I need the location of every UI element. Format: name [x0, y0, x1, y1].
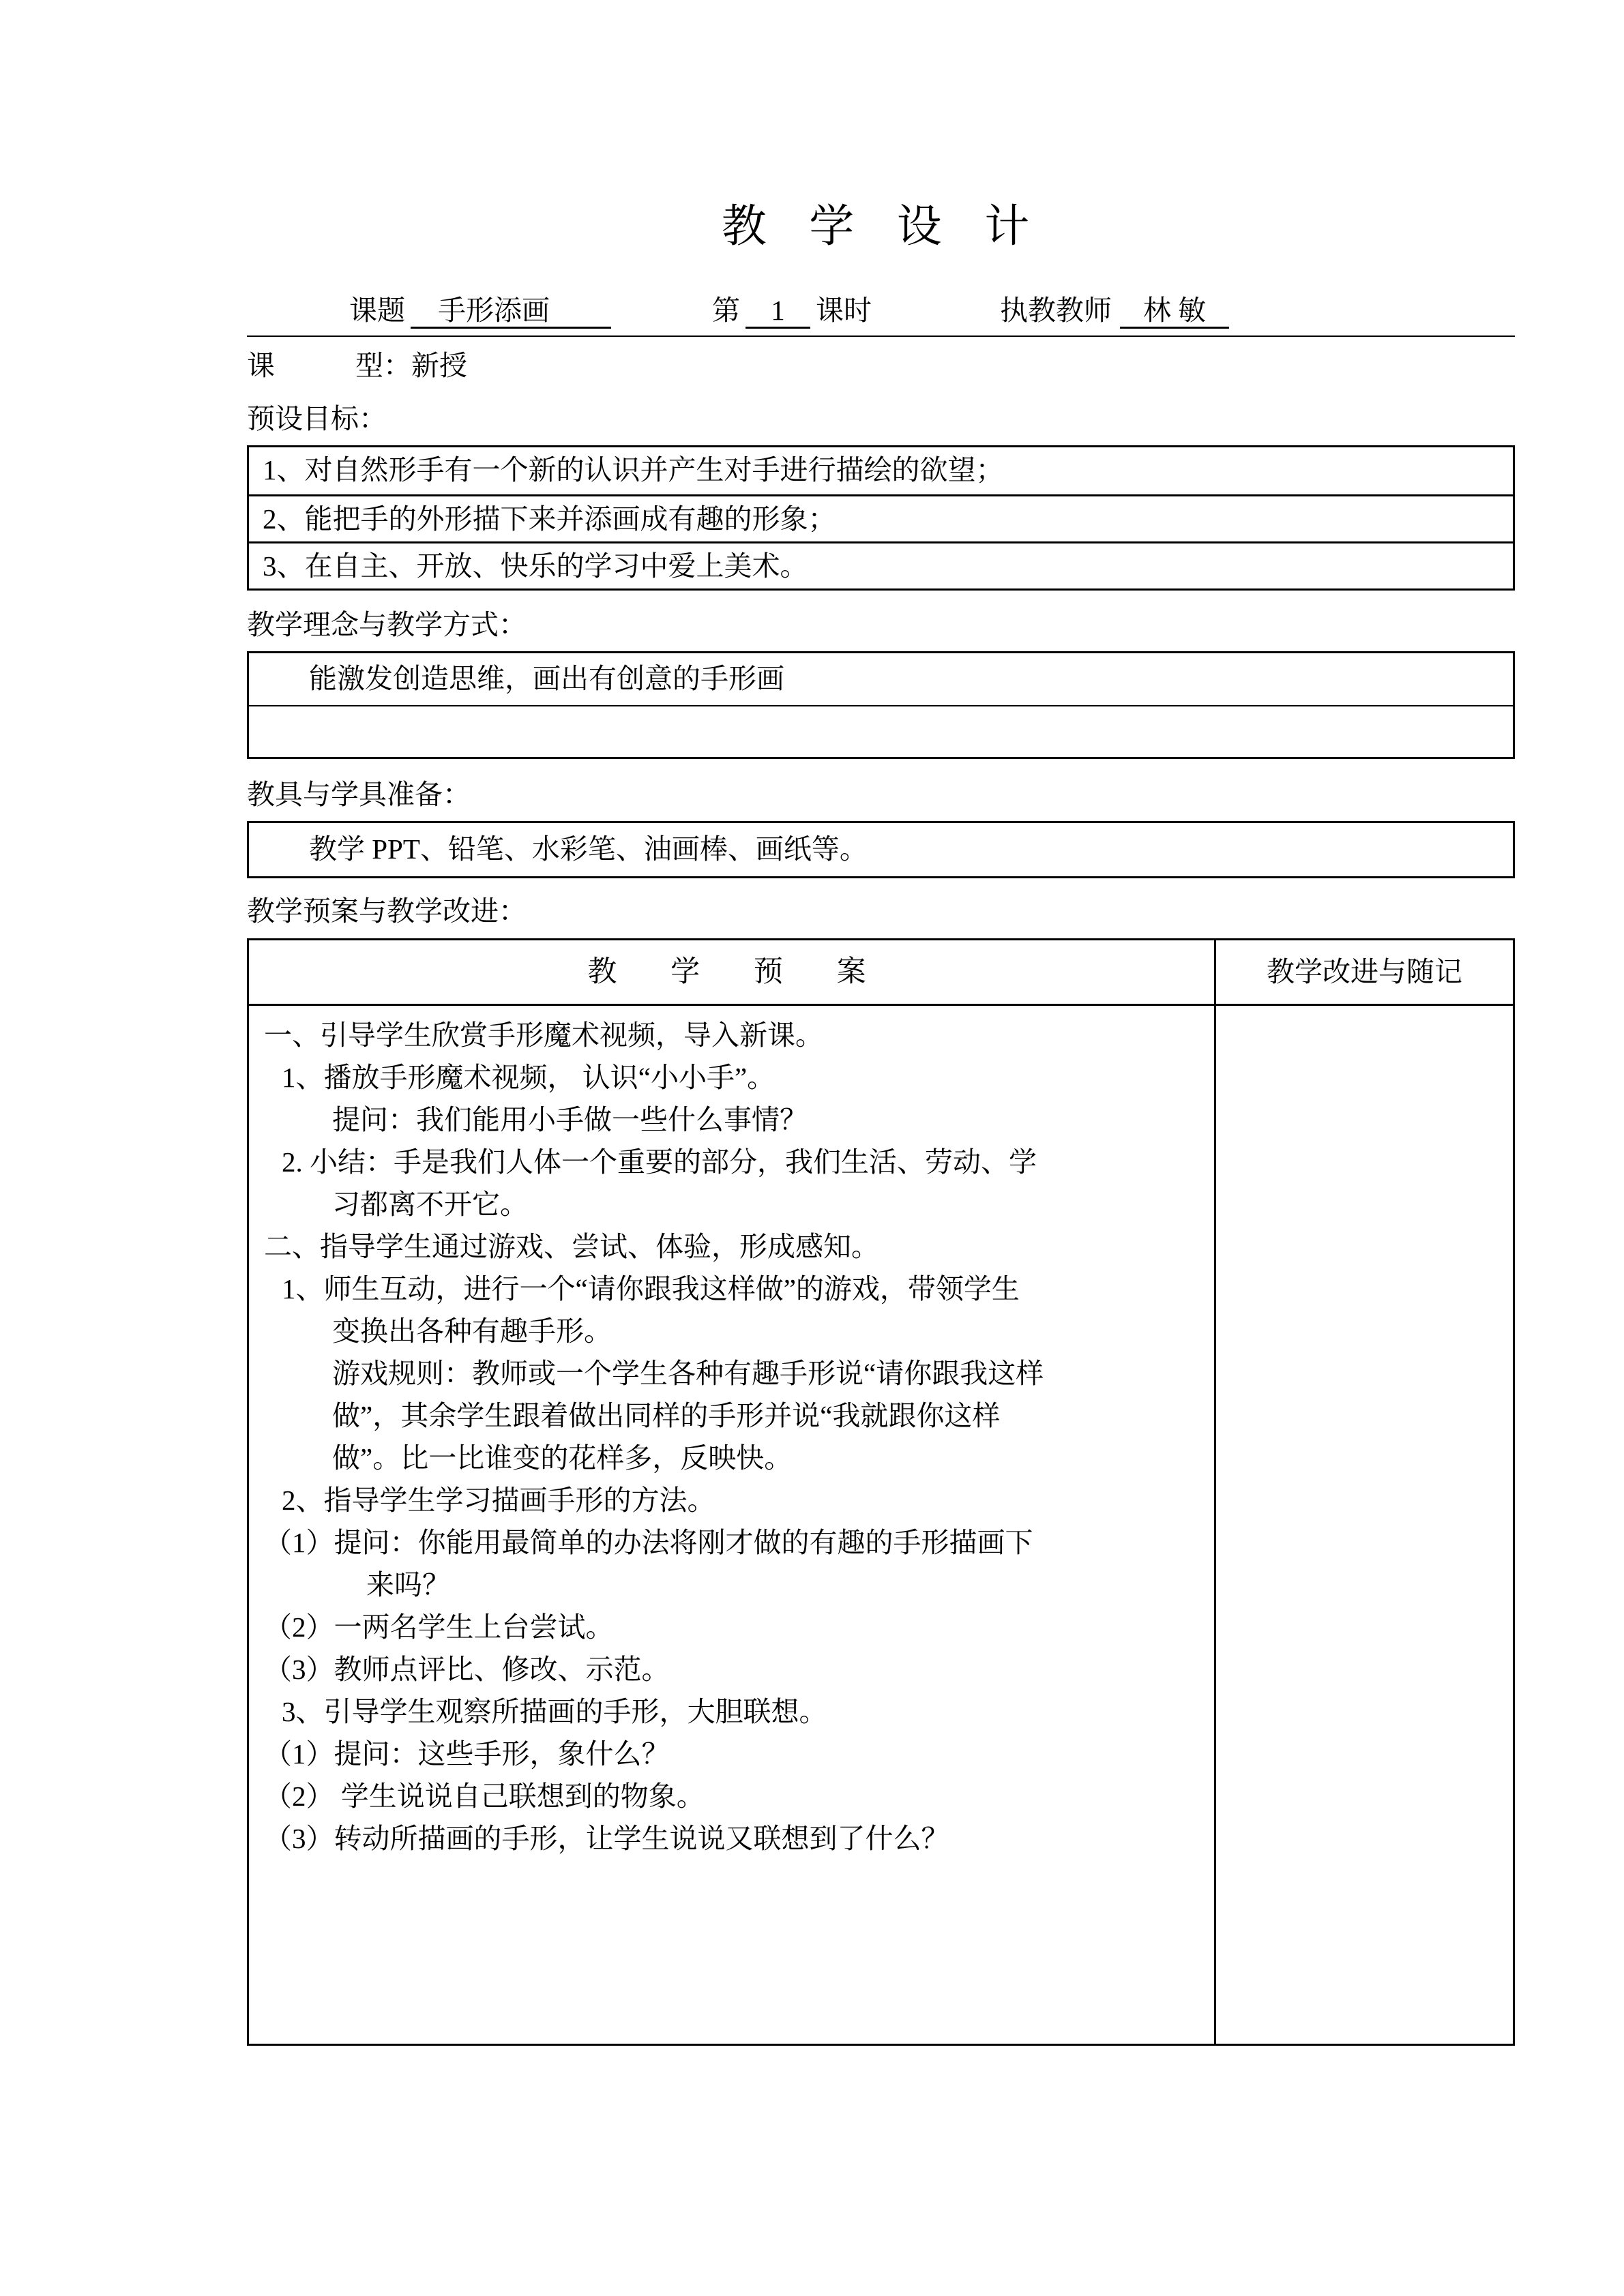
header-line	[247, 293, 1515, 329]
concept-box	[247, 651, 1515, 759]
plan-line: 1、师生互动，进行一个“请你跟我这样做”的游戏，带领学生	[282, 1273, 1020, 1304]
concept-line: 能激发创造思维，画出有创意的手形画	[309, 663, 784, 694]
plan-header-right: 教学改进与随记	[1216, 940, 1513, 1006]
materials-line: 教学 PPT、铅笔、水彩笔、油画棒、画纸等。	[309, 833, 868, 865]
plan-line: （2） 学生说说自己联想到的物象。	[264, 1780, 705, 1812]
plan-line: （3）转动所描画的手形，让学生说说又联想到了什么？	[264, 1823, 949, 1854]
course-type-label: 课	[247, 350, 275, 381]
plan-line: （1）提问：这些手形，象什么？	[264, 1738, 670, 1770]
plan-table	[247, 938, 1515, 2046]
plan-line: 2. 小结：手是我们人体一个重要的部分，我们生活、劳动、学	[282, 1146, 1037, 1178]
plan-line: 3、引导学生观察所描画的手形，大胆联想。	[282, 1696, 827, 1727]
notes-cell	[1216, 1006, 1513, 2044]
goals-section-label: 预设目标：	[247, 403, 387, 434]
plan-content-cell	[249, 1006, 1216, 2044]
plan-line: 习都离不开它。	[332, 1189, 528, 1220]
plan-line: 游戏规则：教师或一个学生各种有趣手形说“请你跟我这样	[332, 1358, 1044, 1389]
period-number: 1	[745, 294, 810, 329]
goal-item: 1、对自然形手有一个新的认识并产生对手进行描绘的欲望；	[263, 454, 1004, 486]
teacher-label: 执教教师	[1000, 295, 1112, 326]
plan-header-left: 教 学 预 案	[249, 940, 1216, 1006]
plan-line: 2、指导学生学习描画手形的方法。	[282, 1485, 715, 1516]
concept-line-empty	[249, 705, 1513, 757]
plan-line: 做”。比一比谁变的花样多，反映快。	[332, 1442, 793, 1474]
topic-label: 课题	[349, 295, 405, 326]
course-type-line	[247, 348, 1515, 383]
period-prefix: 第	[712, 295, 740, 326]
plan-line: （1）提问：你能用最简单的办法将刚才做的有趣的手形描画下	[264, 1527, 1033, 1558]
concept-section-label: 教学理念与教学方式：	[247, 609, 527, 640]
page-content	[247, 0, 1515, 2046]
plan-line: （2）一两名学生上台尝试。	[264, 1611, 614, 1643]
plan-section-label: 教学预案与教学改进：	[247, 895, 527, 927]
header-divider	[247, 336, 1515, 337]
plan-line: 二、指导学生通过游戏、尝试、体验，形成感知。	[264, 1231, 879, 1262]
plan-line: 1、播放手形魔术视频， 认识“小小手”。	[282, 1062, 776, 1093]
goal-item: 3、在自主、开放、快乐的学习中爱上美术。	[249, 541, 1513, 588]
course-type-value: 型：新授	[355, 350, 467, 381]
goals-box	[247, 445, 1515, 591]
materials-box	[247, 821, 1515, 878]
plan-line: 来吗？	[366, 1569, 450, 1600]
plan-line: 一、引导学生欣赏手形魔术视频，导入新课。	[264, 1019, 823, 1051]
plan-line: 变换出各种有趣手形。	[332, 1315, 612, 1347]
plan-line: 提问：我们能用小手做一些什么事情？	[332, 1104, 808, 1135]
goal-item: 2、能把手的外形描下来并添画成有趣的形象；	[249, 494, 1513, 541]
materials-section-label: 教具与学具准备：	[247, 779, 471, 810]
period-suffix: 课时	[816, 295, 872, 326]
plan-line: 做”，其余学生跟着做出同样的手形并说“我就跟你这样	[332, 1400, 1001, 1431]
topic-value: 手形添画	[411, 294, 611, 329]
teacher-value: 林 敏	[1120, 294, 1229, 329]
plan-line: （3）教师点评比、修改、示范。	[264, 1654, 670, 1685]
document-title: 教 学 设 计	[721, 202, 1041, 252]
